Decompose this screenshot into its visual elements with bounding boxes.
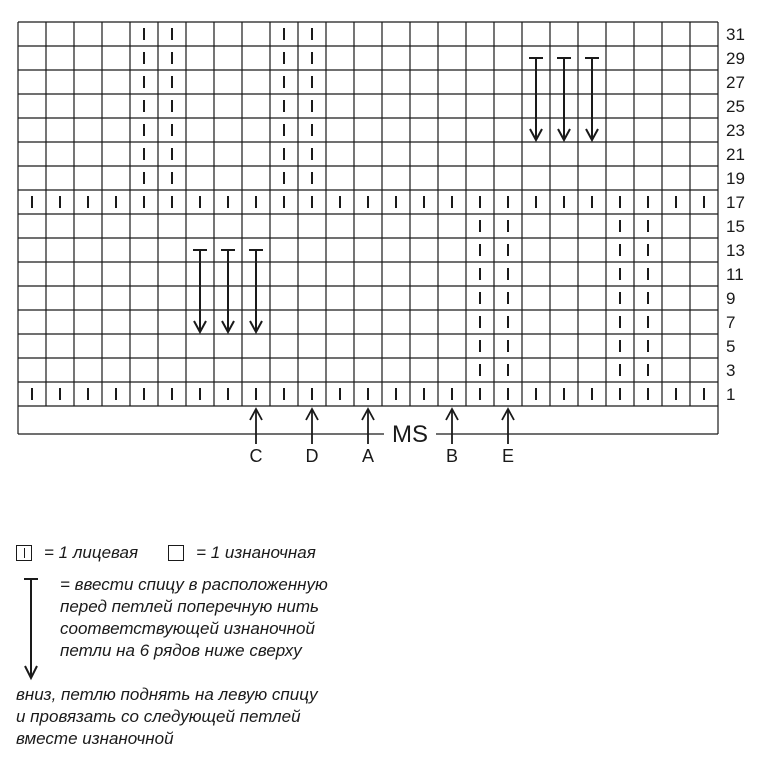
legend-desc-line: вместе изнаночной [16,729,174,748]
row-number: 27 [726,73,745,92]
marker-label: A [361,446,375,466]
row-number: 5 [726,337,736,356]
row-number: 15 [726,217,745,236]
chart-arrows [193,58,599,332]
row-number: 17 [726,193,745,212]
legend-arrow-description [60,574,328,662]
row-number: 11 [726,265,744,284]
legend-stitch-symbols [16,542,316,564]
ms-label: MS [392,421,428,448]
marker-label: C [249,446,263,466]
chart-grid [18,22,718,434]
legend-purl-text: = 1 изнаночная [196,543,316,562]
row-number: 29 [726,49,745,68]
chart-markers [18,409,718,466]
legend-desc-line: соответствующей изнаночной [60,619,315,638]
arrow-symbol-icon [16,576,46,686]
row-number: 3 [726,361,736,380]
row-numbers [726,25,745,404]
row-number: 19 [726,169,745,188]
row-number: 25 [726,97,745,116]
row-number: 9 [726,289,736,308]
purl-symbol-icon [168,545,184,561]
legend-arrow-description-continued [16,684,318,750]
legend-knit-text: = 1 лицевая [44,543,139,562]
legend-desc-line: перед петлей поперечную нить [60,597,319,616]
legend-desc-line: = ввести спицу в расположенную [60,575,328,594]
row-number: 13 [726,241,745,260]
marker-label: D [305,446,319,466]
marker-label: B [445,446,459,466]
row-number: 31 [726,25,745,44]
legend-desc-line: и провязать со следующей петлей [16,707,301,726]
legend-desc-line: петли на 6 рядов ниже сверху [60,641,302,660]
legend-desc-line: вниз, петлю поднять на левую спицу [16,685,318,704]
row-number: 21 [726,145,745,164]
row-number: 7 [726,313,736,332]
marker-label: E [501,446,515,466]
row-number: 1 [726,385,736,404]
row-number: 23 [726,121,745,140]
knit-symbol-icon [16,545,32,561]
